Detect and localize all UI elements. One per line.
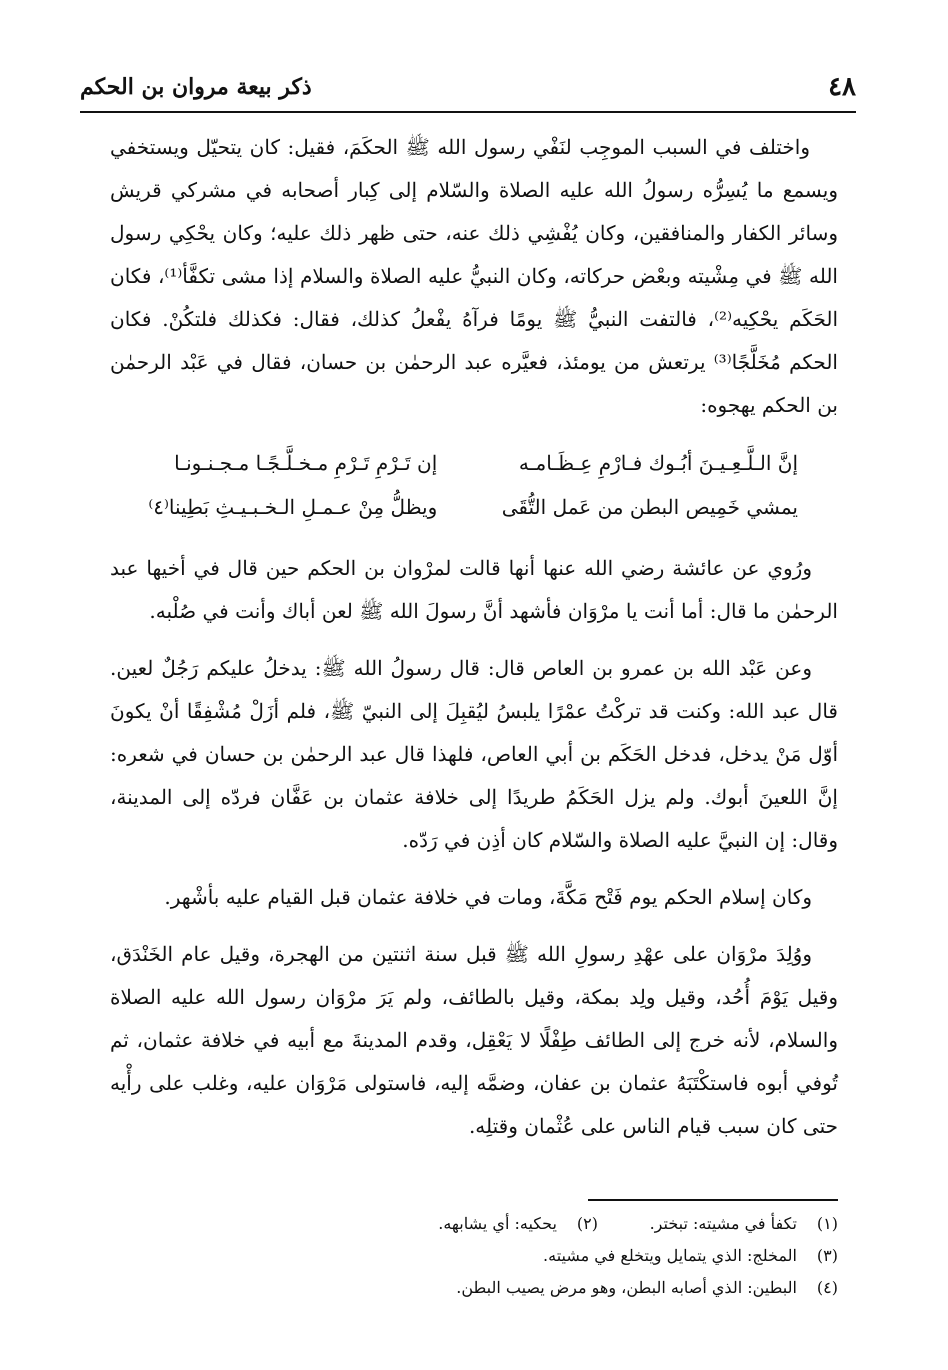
- verse-1-second-hemistich: إن تَـرْمِ تَـرْمِ مـخـلَّـجًـا مـجـنـونـا: [174, 451, 438, 475]
- footnote-2-text: يحكيه: أي يشابهه.: [438, 1214, 557, 1233]
- footnote-3-text: المخلج: الذي يتمايل ويتخلع في مشيته.: [543, 1246, 797, 1265]
- footnote-1-number: (١): [816, 1214, 838, 1233]
- verse-2-first-hemistich: يمشي خَمِيص البطن من عَمل التُّقَى: [501, 495, 798, 519]
- paragraph-4: وكان إسلام الحكم يوم فَتْح مَكَّةَ، ومات في خلافة عثمان قبل القيام عليه بأشْهر.: [164, 885, 812, 909]
- footnote-2: [438, 1208, 598, 1240]
- footnote-row-2: [110, 1240, 838, 1272]
- footnote-rule: [588, 1199, 838, 1201]
- poem-verse-2: [110, 485, 838, 529]
- paragraph-1: واختلف في السبب الموجِب لنَفْي رسول الله ﷺ الحكَمَ، فقيل: كان يتحيّل ويستخفي ويسمع ما يُسِرُّه رسولُ الله عليه الصلاة والسّلام إلى كِبار أصحابه في مشركي قريش وسائر الكفار والمنافقين، وكان يُفْشِي ذلك عنه، حتى ظهر ذلك عليه؛ وكان يحْكِي رسول الله ﷺ في مِشْيته وبعْض حركاته، وكان النبيُّ عليه الصلاة والسلام إذا مشى تكفَّأ⁽¹⁾، فكان الحَكَم يحْكِيه⁽²⁾، فالتفت النبيُّ ﷺ يومًا فرآهُ يفْعلُ كذلك، فقال: فكذلك فلتكُنْ. فكان الحكم مُخَلَّجًا⁽³⁾ يرتعش من يومئذ، فعيَّره عبد الرحمٰن بن حسان، فقال في عَبْد الرحمٰن بن الحكم يهجوه:: [110, 135, 839, 417]
- footnote-row-3: [110, 1272, 838, 1304]
- paragraph-3: وعن عَبْد الله بن عمرو بن العاص قال: قال رسولُ الله ﷺ: يدخلُ عليكم رَجُلٌ لعين. قال عبد الله: وكنت قد تركْتُ عمْرًا يلبسُ ليُقبِلَ إلى النبيّ ﷺ، فلم أزَلْ مُشْفِقًا أنْ يكونَ أوّل مَنْ يدخل، فدخل الحَكَم بن أبي العاص، فلهذا قال عبد الرحمٰن بن حسان في شعره: إنَّ اللعينَ أبوك. ولم يزل الحَكَمُ طريدًا إلى خلافة عثمان بن عَفَّان فردّه إلى المدينة، وقال: إن النبيَّ عليه الصلاة والسّلام كان أذِن في رَدّه.: [110, 656, 838, 852]
- paragraph-5: ووُلِدَ مرْوَان على عهْدِ رسولِ الله ﷺ قبل سنة اثنتين من الهجرة، وقيل عام الخَنْدَق، وقيل يَوْمَ أُحُد، وقيل ولِد بمكة، وقيل بالطائف، ولم يَرَ مرْوَان رسول الله عليه الصلاة والسلام، لأنه خرج إلى الطائف طِفْلًا لا يَعْقِل، وقدم المدينةَ مع أبيه في خلافة عثمان، ثم تُوفي أبوه فاستكْتَبَهُ عثمان بن عفان، وضمَّه إليه، فاستولى مَرْوَان عليه، وغلب على رأْيه حتى كان سبب قيام الناس على عُثْمان وقتلِه.: [110, 942, 838, 1138]
- page-header: [80, 68, 856, 108]
- footnote-4: [456, 1272, 838, 1304]
- footnote-4-number: (٤): [816, 1278, 838, 1297]
- main-text: [110, 126, 838, 1162]
- footnote-2-number: (٢): [576, 1214, 598, 1233]
- footnote-3: [543, 1240, 838, 1272]
- footnote-3-number: (٣): [816, 1246, 838, 1265]
- footnote-row-1: [110, 1208, 838, 1240]
- page-number: ٤٨: [828, 72, 856, 102]
- verse-1-first-hemistich: إنَّ الـلَّـعِـيـنَ أبُـوك فـارْمِ عِـظَـامـه: [518, 451, 798, 475]
- poem-verse-1: [110, 441, 838, 485]
- paragraph-2: ورُوي عن عائشة رضي الله عنها أنها قالت لمرْوان بن الحكم حين قال في أخيها عبد الرحمٰن ما قال: أما أنت يا مرْوَان فأشهد أنَّ رسولَ الله ﷺ لعن أباك وأنت في صُلْبه.: [110, 556, 838, 623]
- footnote-1: [598, 1208, 838, 1240]
- poem: [110, 441, 838, 529]
- footnotes: [110, 1208, 838, 1304]
- verse-2-second-hemistich: ويظلُّ مِنْ عـمـلِ الـخـبـيـثِ بَطِينا⁽٤⁾: [148, 495, 438, 519]
- header-rule: [80, 111, 856, 113]
- running-title: ذكر بيعة مروان بن الحكم: [80, 74, 312, 100]
- footnote-4-text: البطين: الذي أصابه البطن، وهو مرض يصيب البطن.: [456, 1278, 797, 1297]
- footnote-1-text: تكفأ في مشيته: تبختر.: [649, 1214, 797, 1233]
